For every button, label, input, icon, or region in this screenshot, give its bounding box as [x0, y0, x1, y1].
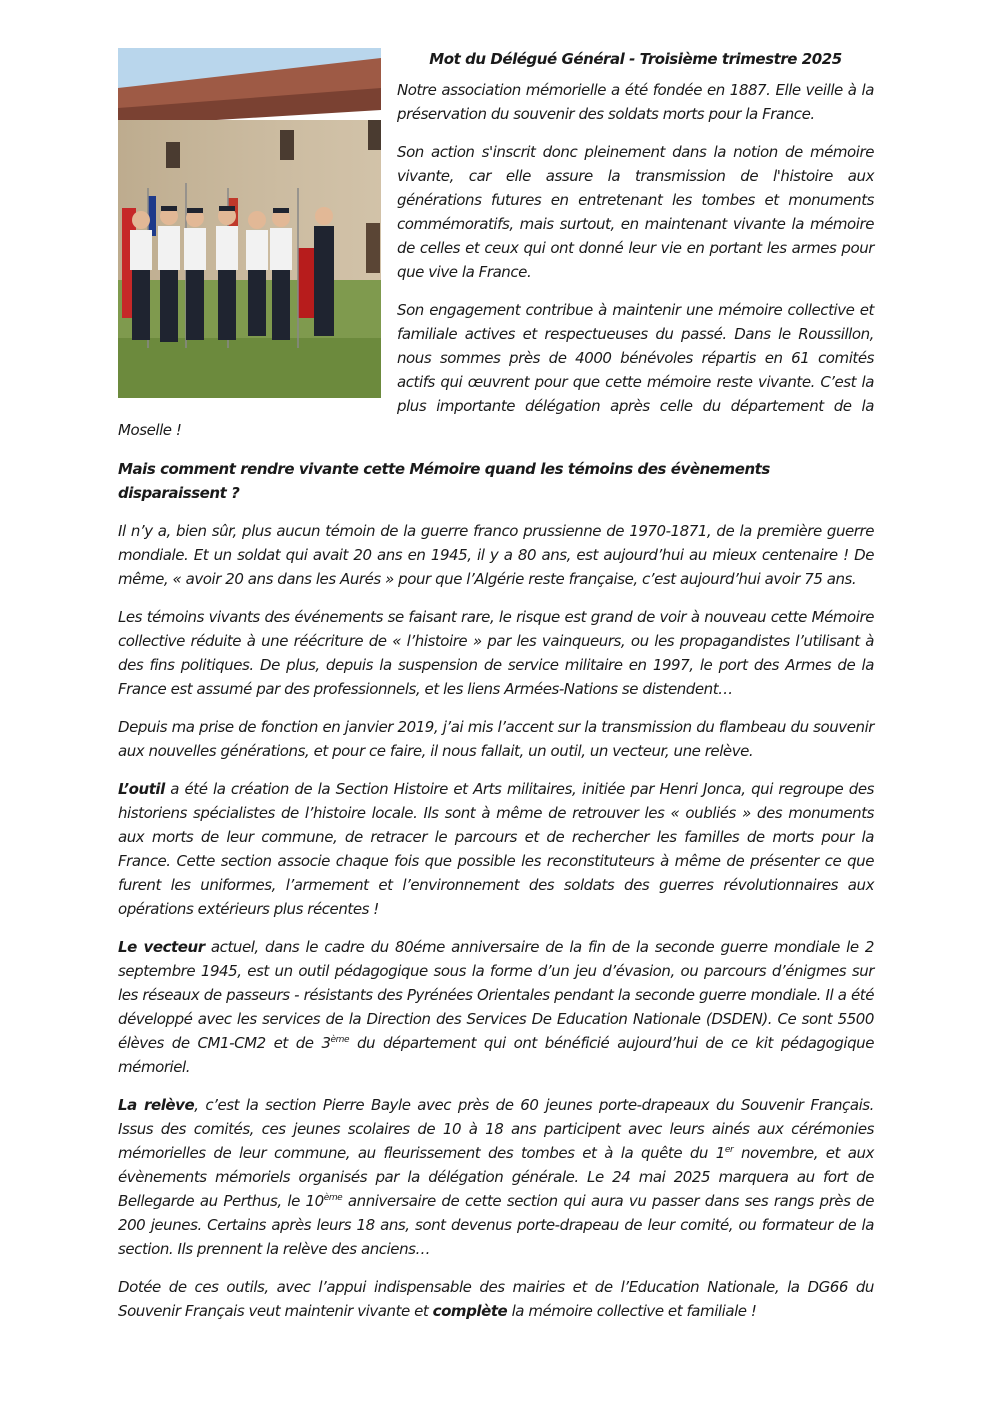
- vecteur-text-2: du département qui ont bénéficié aujourd’hui de ce kit pédagogique mémoriel.: [118, 1034, 875, 1076]
- paragraph-conclusion: [118, 1275, 874, 1323]
- releve-text-2: novembre, et aux évènements mémoriels organisés par la délégation générale. Le 24 mai 2025 marquera au fort de Bellegarde au Perthus, le 10: [118, 1144, 874, 1210]
- releve-sup-2: ème: [323, 1193, 343, 1203]
- paragraph-releve: [118, 1093, 874, 1261]
- letter-page: [118, 44, 874, 1337]
- question-heading: Mais comment rendre vivante cette Mémoire quand les témoins des évènements disparaissent ?: [118, 460, 770, 502]
- ceremony-photo-icon: [118, 48, 381, 398]
- vecteur-sup: ème: [330, 1035, 350, 1045]
- outil-text: a été la création de la Section Histoire et Arts militaires, initiée par Henri Jonca, qui regroupe des historiens spécialistes de l’histoire locale. Ils sont à même de retrouver les « oubliés » des monuments aux morts de leur commune, de retracer le parcours et de rechercher les familles de morts pour la France. Cette section associe chaque fois que possible les reconstituteurs à même de présenter ce que furent les uniformes, l’armement et l’environnement des soldats des guerres révolutionnaires aux opérations extérieurs plus récentes !: [118, 780, 874, 918]
- paragraph-vecteur: [118, 935, 874, 1079]
- conclusion-bold: complète: [432, 1302, 508, 1320]
- releve-text-3: anniversaire de cette section qui aura vu passer dans ses rangs près de 200 jeunes. Certains après leurs 18 ans, sont devenus porte-drapeau de leur comité, ou formateur de la section. Ils prennent la relève des anciens…: [118, 1192, 874, 1258]
- ceremony-photo: [118, 48, 381, 398]
- releve-lead: La relève: [118, 1096, 195, 1114]
- conclusion-text-1: Dotée de ces outils, avec l’appui indispensable des mairies et de l’Education Nationale, la DG66 du Souvenir Français veut maintenir vivante et: [118, 1278, 874, 1320]
- paragraph-1: Notre association mémorielle a été fondée en 1887. Elle veille à la préservation du souvenir des soldats morts pour la France.: [397, 81, 874, 123]
- paragraph-5: Les témoins vivants des événements se faisant rare, le risque est grand de voir à nouveau cette Mémoire collective réduite à une réécriture de « l’histoire » par les vainqueurs, ou les propagandistes l’utilisant à des fins politiques. De plus, depuis la suspension de service militaire en 1997, le port des Armes de la France est assumé par des professionnels, et les liens Armées-Nations se distendent…: [118, 608, 874, 698]
- paragraph-3: Son engagement contribue à maintenir une mémoire collective et familiale actives et respectueuses du passé. Dans le Roussillon, nous sommes près de 4000 bénévoles répartis en 61 comités actifs qui œuvrent pour que cette mémoire reste vivante. C’est la plus importante délégation après celle du département de la Moselle !: [118, 301, 874, 439]
- vecteur-text-1: actuel, dans le cadre du 80éme anniversaire de la fin de la seconde guerre mondiale le 2 septembre 1945, est un outil pédagogique sous la forme d’un jeu d’évasion, ou parcours d’énigmes sur les réseaux de passeurs - résistants des Pyrénées Orientales pendant la seconde guerre mondiale. Il a été développé avec les services de la Direction des Services De Education Nationale (DSDEN). Ce sont 5500 élèves de CM1-CM2 et de 3: [118, 938, 874, 1052]
- vecteur-lead: Le vecteur: [118, 938, 205, 956]
- paragraph-6: Depuis ma prise de fonction en janvier 2019, j’ai mis l’accent sur la transmission du flambeau du souvenir aux nouvelles générations, et pour ce faire, il nous fallait, un outil, un vecteur, une relève.: [118, 718, 874, 760]
- releve-sup-1: er: [724, 1145, 734, 1155]
- page-title: Mot du Délégué Général - Troisième trimestre 2025: [429, 50, 842, 68]
- outil-lead: L’outil: [118, 780, 165, 798]
- paragraph-2: Son action s'inscrit donc pleinement dans la notion de mémoire vivante, car elle assure la transmission de l'histoire aux générations futures en entretenant les tombes et monuments commémoratifs, mais surtout, en maintenant vivante la mémoire de celles et ceux qui ont donné leur vie en portant les armes pour que vive la France.: [397, 143, 874, 281]
- conclusion-text-2: la mémoire collective et familiale !: [507, 1302, 757, 1320]
- releve-text-1: , c’est la section Pierre Bayle avec près de 60 jeunes porte-drapeaux du Souvenir Français. Issus des comités, ces jeunes scolaires de 10 à 18 ans participent avec leurs ainés aux cérémonies mémorielles de leur commune, au fleurissement des tombes et à la quête du 1: [118, 1096, 874, 1162]
- paragraph-4: Il n’y a, bien sûr, plus aucun témoin de la guerre franco prussienne de 1970-1871, de la première guerre mondiale. Et un soldat qui avait 20 ans en 1945, il y a 80 ans, est aujourd’hui au mieux centenaire ! De même, « avoir 20 ans dans les Aurés » pour que l’Algérie reste française, c’est aujourd’hui avoir 75 ans.: [118, 522, 874, 588]
- paragraph-outil: [118, 777, 874, 921]
